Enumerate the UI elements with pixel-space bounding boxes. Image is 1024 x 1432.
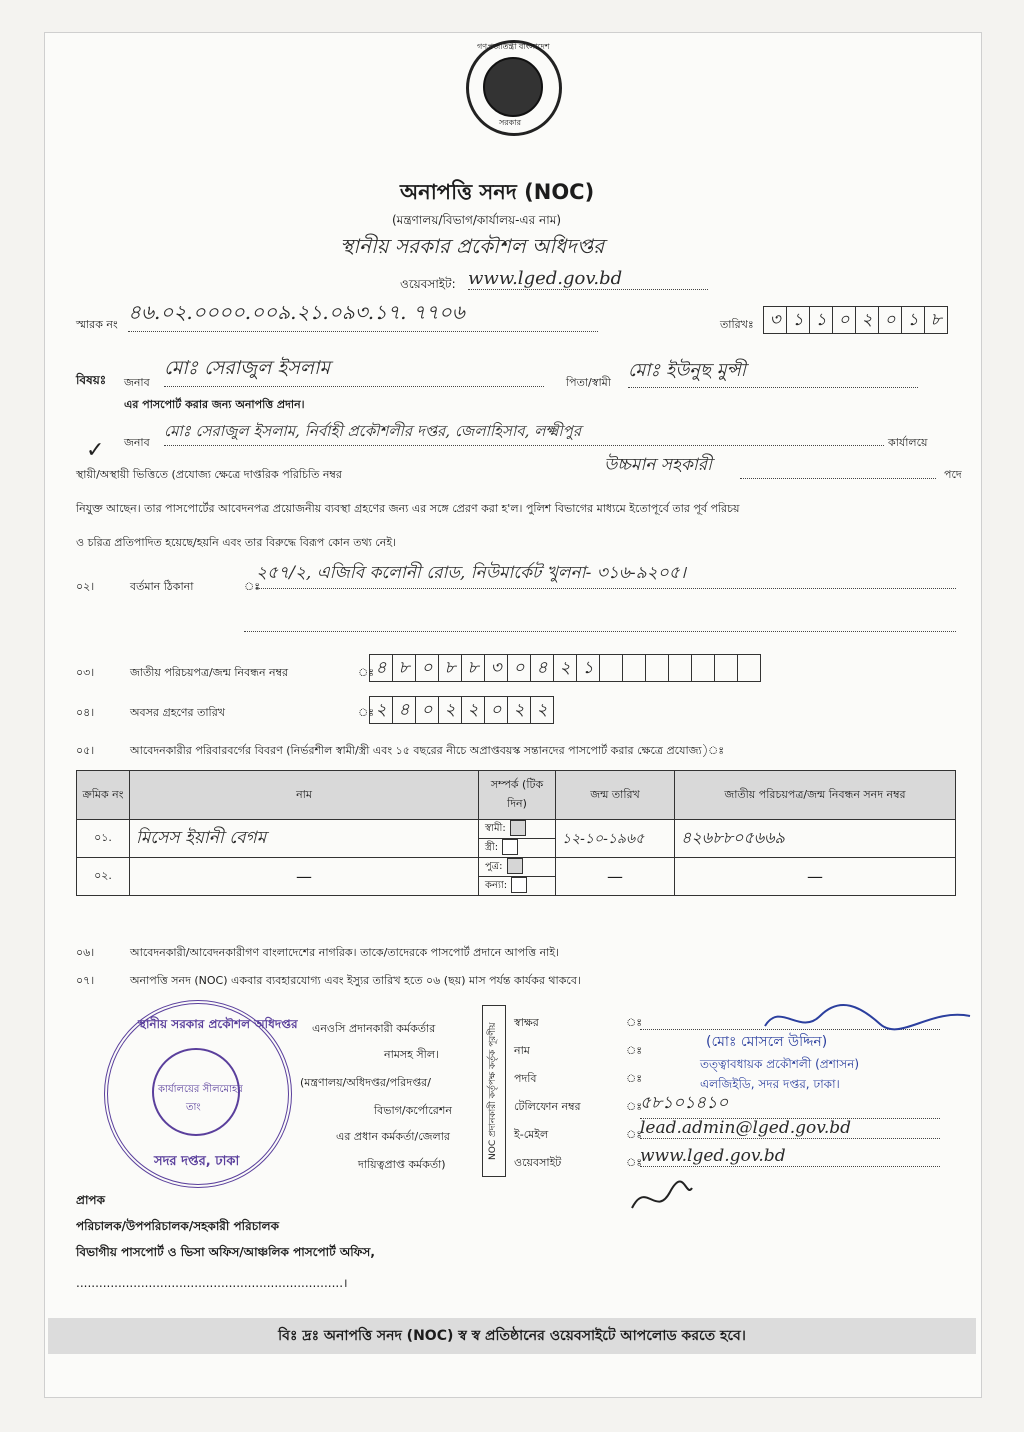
- relation-label: পুত্র:: [485, 861, 503, 872]
- field-designation-label: পদবি: [514, 1072, 537, 1085]
- retire-digit: ০: [484, 696, 508, 724]
- table-header-row: [77, 771, 956, 820]
- nid-digit-empty: [714, 654, 738, 682]
- col-dob: জন্ম তারিখ: [556, 771, 675, 820]
- row-serial: ০১.: [77, 820, 130, 858]
- field-colon: ঃ: [626, 1156, 643, 1169]
- relation-checkbox[interactable]: [502, 839, 518, 855]
- row-name: মিসেস ইয়ানী বেগম: [130, 820, 479, 858]
- relation-cell: [479, 858, 556, 877]
- document-title: অনাপত্তি সনদ (NOC): [400, 180, 595, 204]
- issuer-line: এনওসি প্রদানকারী কর্মকর্তার: [312, 1022, 436, 1035]
- field-colon: ঃ: [626, 1128, 643, 1141]
- memo-number: ৪৬.০২.০০০০.০০৯.২১.০৯৩.১৭. ৭৭০৬: [128, 298, 598, 332]
- nid-digit-empty: [599, 654, 623, 682]
- memo-date-boxes: [764, 306, 948, 334]
- nid-digit-empty: [668, 654, 692, 682]
- row-serial: ০২.: [77, 858, 130, 896]
- nid-digit: ২: [553, 654, 577, 682]
- stamp-ring-text: স্থানীয় সরকার প্রকৌশল অধিদপ্তর: [138, 1017, 298, 1031]
- field-colon: ঃ: [626, 1044, 643, 1057]
- date-label: তারিখঃ: [720, 318, 754, 331]
- decl-06-number: ০৬।: [76, 946, 95, 959]
- issuer-line: দায়িত্বপ্রাপ্ত কর্মকর্তা): [358, 1158, 446, 1171]
- initials-signature-icon: [626, 1178, 696, 1218]
- nid-digit: ৮: [461, 654, 485, 682]
- relation-cell: [479, 839, 556, 858]
- date-digit: ২: [855, 306, 879, 334]
- officer-name-stamp: (মোঃ মোসলে উদ্দিন): [706, 1034, 828, 1050]
- issuer-line: বিভাগ/কর্পোরেশন: [374, 1104, 452, 1117]
- office-name-handwritten: স্থানীয় সরকার প্রকৌশল অধিদপ্তর: [340, 234, 605, 258]
- table-row: [77, 820, 956, 839]
- col-nid: জাতীয় পরিচয়পত্র/জন্ম নিবন্ধন সনদ নম্বর: [675, 771, 956, 820]
- decl-07-text: অনাপত্তি সনদ (NOC) একবার ব্যবহারযোগ্য এবং ইস্যুর তারিখ হতে ০৬ (ছয়) মাস পর্যন্ত কার্যকর থাকবে।: [130, 974, 581, 987]
- stamp-bottom-text: সদর দপ্তর, ঢাকা: [154, 1154, 240, 1169]
- col-name: নাম: [130, 771, 479, 820]
- col-relation: সম্পর্ক (টিক দিন): [479, 771, 556, 820]
- retire-digit: ০: [415, 696, 439, 724]
- nid-digit-boxes: [370, 654, 761, 682]
- nid-digit: ৮: [392, 654, 416, 682]
- row-nid: ৪২৬৮৮০৫৬৬৯: [675, 820, 956, 858]
- email-value: lead.admin@lged.gov.bd: [640, 1118, 940, 1139]
- website-label: ওয়েবসাইট:: [400, 277, 456, 291]
- document-subtitle: (মন্ত্রণালয়/বিভাগ/কার্যালয়-এর নাম): [392, 213, 562, 227]
- father-label: পিতা/স্বামী: [566, 376, 611, 389]
- designation-handwritten: উচ্চমান সহকারী: [604, 455, 713, 475]
- retire-digit: ২: [369, 696, 393, 724]
- seal-emblem-icon: [483, 57, 543, 117]
- retire-digit: ২: [461, 696, 485, 724]
- stamp-center-text: কার্যালয়ের সীলমোহর: [158, 1084, 243, 1095]
- item-03-colon: ঃ: [358, 666, 375, 679]
- date-digit: ০: [878, 306, 902, 334]
- issuer-line: নামসহ সীল।: [384, 1048, 439, 1061]
- nid-digit-empty: [737, 654, 761, 682]
- retire-digit: ২: [507, 696, 531, 724]
- decl-07-number: ০৭।: [76, 974, 95, 987]
- recipient-label: প্রাপক: [76, 1193, 105, 1207]
- body-mr-label: জনাব: [124, 436, 150, 449]
- dotted-line: [740, 476, 936, 479]
- date-digit: ৮: [924, 306, 948, 334]
- body-line4: ও চরিত্র প্রতিপাদিত হয়েছে/হয়নি এবং তার বিরুদ্ধে বিরূপ কোন তথ্য নেই।: [76, 536, 396, 549]
- item-02-colon: ঃ: [244, 580, 261, 593]
- field-website-label: ওয়েবসাইট: [514, 1156, 562, 1169]
- officer-designation-stamp: তত্ত্বাবধায়ক প্রকৌশলী (প্রশাসন): [700, 1057, 860, 1071]
- recipient-line2: বিভাগীয় পাসপোর্ট ও ভিসা অফিস/আঞ্চলিক পাসপোর্ট অফিস,: [76, 1245, 375, 1259]
- item-02-number: ০২।: [76, 580, 95, 593]
- checkmark-icon: ✓: [86, 438, 105, 463]
- relation-checkbox[interactable]: [510, 820, 526, 836]
- body-line3: নিযুক্ত আছেন। তার পাসপোর্টের আবেদনপত্র প্রয়োজনীয় ব্যবস্থা গ্রহণের জন্য এর সঙ্গে প্রেরণ করা হ'ল। পুলিশ বিভাগের মাধ্যমে ইতোপূর্বে তার পূর্ব পরিচয়: [76, 502, 740, 515]
- item-05-number: ০৫।: [76, 744, 95, 757]
- date-digit: ৩: [763, 306, 787, 334]
- item-03-number: ০৩।: [76, 666, 95, 679]
- retire-digit: ২: [530, 696, 554, 724]
- date-digit: ১: [901, 306, 925, 334]
- subject-label: বিষয়ঃ: [76, 373, 107, 387]
- website-value: www.lged.gov.bd: [468, 268, 708, 290]
- stamp-center-date: তাং: [186, 1102, 201, 1113]
- relation-checkbox[interactable]: [511, 877, 527, 893]
- nid-digit: ৪: [530, 654, 554, 682]
- body-line2-prefix: স্থায়ী/অস্থায়ী ভিত্তিতে (প্রযোজ্য ক্ষেত্রে দাপ্তরিক পরিচিতি নম্বর: [76, 468, 342, 481]
- body-line2-suffix: পদে: [944, 468, 962, 481]
- relation-cell: [479, 877, 556, 896]
- nid-digit: ৩: [484, 654, 508, 682]
- relation-cell: [479, 820, 556, 839]
- retire-digit: ২: [438, 696, 462, 724]
- field-phone-label: টেলিফোন নম্বর: [514, 1100, 581, 1113]
- relation-label: স্ত্রী:: [485, 842, 499, 853]
- field-signature-label: স্বাক্ষর: [514, 1016, 539, 1029]
- nid-digit: ১: [576, 654, 600, 682]
- address-line-2: [244, 630, 956, 632]
- item-04-number: ০৪।: [76, 706, 95, 719]
- nid-digit: ৮: [438, 654, 462, 682]
- item-02-label: বর্তমান ঠিকানা: [130, 580, 194, 593]
- field-colon: ঃ: [626, 1100, 643, 1113]
- recipient-line1: পরিচালক/উপপরিচালক/সহকারী পরিচালক: [76, 1219, 279, 1233]
- field-colon: ঃ: [626, 1072, 643, 1085]
- item-03-label: জাতীয় পরিচয়পত্র/জন্ম নিবন্ধন নম্বর: [130, 666, 289, 679]
- current-address: ২৫৭/২, এজিবি কলোনী রোড, নিউমার্কেট খুলনা- ৩১৬-৯২০৫।: [256, 560, 956, 589]
- issuer-line: এর প্রধান কর্মকর্তা/জেলার: [336, 1130, 450, 1143]
- retire-digit: ৪: [392, 696, 416, 724]
- government-seal-icon: [466, 40, 562, 136]
- item-05-label: আবেদনকারীর পরিবারবর্গের বিবরণ (নির্ভরশীল স্বামী/স্ত্রী এবং ১৫ বছরের নীচে অপ্রাপ্তবয়স্ক সন্তানদের পাসপোর্ট করার ক্ষেত্রে প্রযোজ্য)ঃ: [130, 744, 725, 757]
- website-field-value: www.lged.gov.bd: [640, 1146, 940, 1167]
- subject-name: মোঃ সেরাজুল ইসলাম: [164, 354, 544, 387]
- seal-top-text: গণপ্রজাতন্ত্রী বাংলাদেশ: [477, 42, 550, 51]
- footer-note: বিঃ দ্রঃ অনাপত্তি সনদ (NOC) স্ব স্ব প্রতিষ্ঠানের ওয়েবসাইটে আপলোড করতে হবে।: [48, 1318, 976, 1354]
- field-colon: ঃ: [626, 1016, 643, 1029]
- nid-digit-empty: [622, 654, 646, 682]
- col-serial: ক্রমিক নং: [77, 771, 130, 820]
- office-stamp: [104, 1000, 298, 1188]
- item-04-label: অবসর গ্রহণের তারিখ: [130, 706, 225, 719]
- date-digit: ০: [832, 306, 856, 334]
- nid-digit-empty: [645, 654, 669, 682]
- subject-mr-label: জনাব: [124, 376, 150, 389]
- nid-digit: ৪: [369, 654, 393, 682]
- issuer-line: (মন্ত্রণালয়/অধিদপ্তর/পরিদপ্তর/: [300, 1076, 431, 1089]
- nid-digit: ০: [507, 654, 531, 682]
- recipient-line3: ......................................................................।: [76, 1276, 348, 1290]
- officer-office-stamp: এলজিইডি, সদর দপ্তর, ঢাকা।: [700, 1077, 840, 1091]
- decl-06-text: আবেদনকারী/আবেদনকারীগণ বাংলাদেশের নাগরিক। তাকে/তাদেরকে পাসপোর্ট প্রদানে আপত্তি নাই।: [130, 946, 560, 959]
- noc-vertical-label: NOC প্রদানকারী কর্তৃপক্ষ কর্তৃক পূরণীয়: [482, 1005, 506, 1177]
- person-detail: মোঃ সেরাজুল ইসলাম, নির্বাহী প্রকৌশলীর দপ্তর, জেলাহিসাব, লক্ষ্মীপুর: [164, 420, 884, 446]
- table-row: [77, 858, 956, 877]
- father-name: মোঃ ইউনুছ মুন্সী: [628, 356, 918, 388]
- seal-bottom-text: সরকার: [499, 118, 522, 127]
- subject-line2: এর পাসপোর্ট করার জন্য অনাপত্তি প্রদান।: [124, 398, 305, 411]
- nid-digit: ০: [415, 654, 439, 682]
- row-dob: —: [556, 858, 675, 896]
- phone-value: ৫৮১০১৪১০: [640, 1090, 940, 1119]
- date-digit: ১: [809, 306, 833, 334]
- field-email-label: ই-মেইল: [514, 1128, 549, 1141]
- row-nid: —: [675, 858, 956, 896]
- item-04-colon: ঃ: [358, 706, 375, 719]
- memo-label: স্মারক নং: [76, 318, 118, 331]
- relation-checkbox[interactable]: [507, 858, 523, 874]
- nid-digit-empty: [691, 654, 715, 682]
- row-name: —: [130, 858, 479, 896]
- date-digit: ১: [786, 306, 810, 334]
- row-dob: ১২-১০-১৯৬৫: [556, 820, 675, 858]
- office-suffix: কার্যালয়ে: [888, 436, 928, 449]
- relation-label: কন্যা:: [485, 880, 508, 891]
- relation-label: স্বামী:: [485, 823, 506, 834]
- retirement-date-boxes: [370, 696, 554, 724]
- field-name-label: নাম: [514, 1044, 530, 1057]
- family-table: [76, 770, 956, 896]
